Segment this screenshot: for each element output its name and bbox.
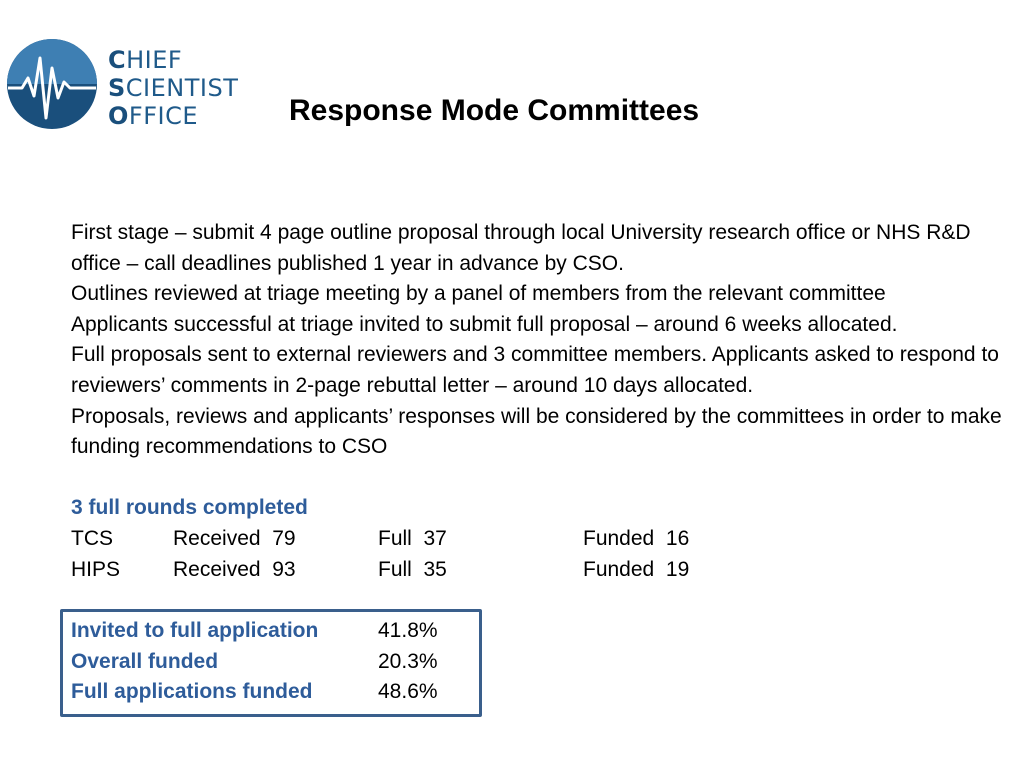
stat-value: 48.6% (378, 680, 438, 704)
received-count: Received 79 (173, 526, 296, 550)
heartbeat-logo-icon (6, 38, 102, 134)
committee-name: HIPS (71, 557, 121, 581)
table-row (71, 524, 1011, 555)
paragraph-full-proposals: Full proposals sent to external reviewers and 3 committee members. Applicants asked to respond to reviewers’ comments in 2-page rebuttal letter – around 10 days allocated. (71, 343, 999, 397)
full-count: Full 37 (378, 526, 447, 550)
body-content (71, 218, 1011, 585)
stat-value: 41.8% (378, 619, 438, 642)
committee-name: TCS (71, 526, 113, 550)
logo-line-2: SCIENTIST (108, 74, 239, 102)
funded-count: Funded 19 (583, 557, 690, 581)
received-count: Received 93 (173, 557, 296, 581)
stat-label: Overall funded (71, 649, 219, 673)
paragraph-first-stage: First stage – submit 4 page outline proposal through local University research office or NHS R&D office – call deadlines published 1 year in advance by CSO. (71, 221, 971, 275)
rounds-heading: 3 full rounds completed (71, 496, 308, 520)
full-count: Full 35 (378, 557, 447, 581)
stat-value: 20.3% (378, 649, 438, 673)
stat-label: Full applications funded (71, 680, 313, 704)
logo-line-3: OFFICE (108, 102, 199, 130)
stat-label: Invited to full application (71, 619, 319, 642)
chief-scientist-office-logo (6, 38, 251, 134)
paragraph-proposals-reviews: Proposals, reviews and applicants’ responses will be considered by the committees in order to make funding recommendations to CSO (71, 404, 1002, 459)
funded-count: Funded 16 (583, 526, 690, 550)
page-title: Response Mode Committees (289, 94, 700, 127)
paragraph-applicants: Applicants successful at triage invited to submit full proposal – around 6 weeks allocated. (71, 312, 898, 336)
paragraph-outlines: Outlines reviewed at triage meeting by a panel of members from the relevant committee (71, 282, 886, 306)
logo-line-1: CHIEF (108, 46, 183, 74)
table-row (71, 555, 1011, 586)
